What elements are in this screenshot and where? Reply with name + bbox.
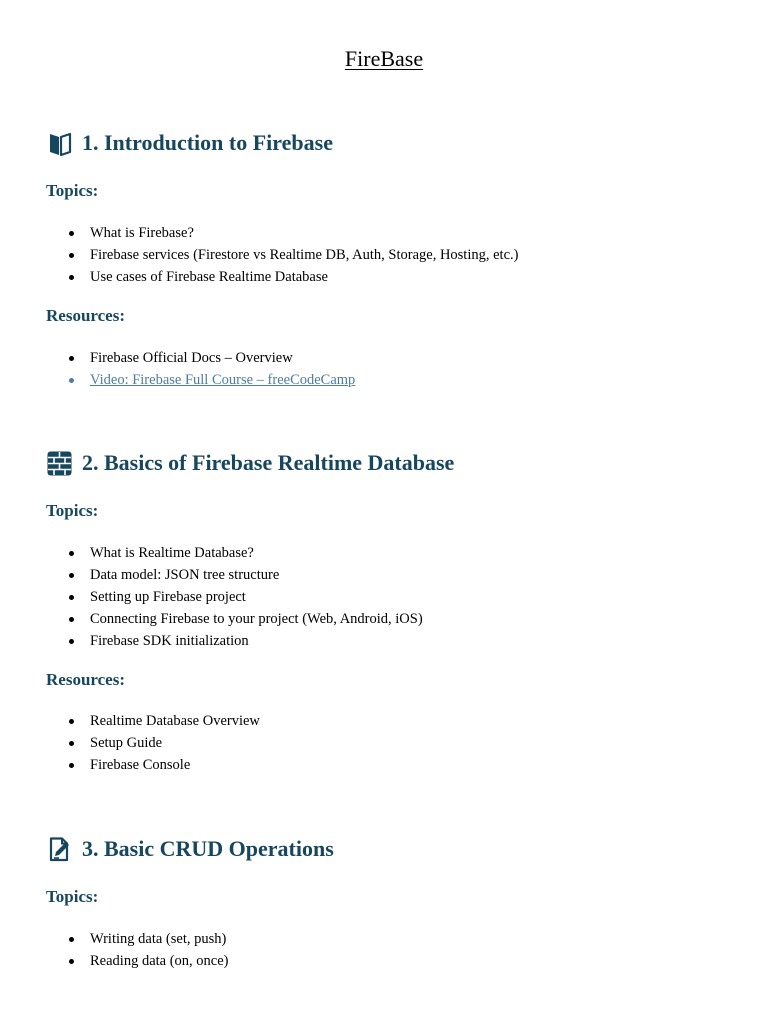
list-item: Firebase SDK initialization [90, 630, 423, 652]
list-item: Firebase services (Firestore vs Realtime DB, Auth, Storage, Hosting, etc.) [90, 244, 518, 266]
resources-list [90, 710, 260, 776]
section-title: 3. Basic CRUD Operations [82, 836, 334, 861]
brick-wall-icon [47, 451, 72, 476]
list-item: Setup Guide [90, 732, 260, 754]
topics-list [90, 222, 518, 288]
video-course-link[interactable]: Video: Firebase Full Course – freeCodeCamp [90, 372, 356, 388]
section-heading-crud [47, 834, 334, 864]
resources-list [90, 347, 355, 391]
list-item: Use cases of Firebase Realtime Database [90, 266, 518, 288]
section-heading-introduction [47, 128, 333, 158]
section-title: 1. Introduction to Firebase [82, 130, 333, 155]
list-item: Realtime Database Overview [90, 710, 260, 732]
list-item: Reading data (on, once) [90, 950, 229, 972]
topics-heading: Topics: [46, 181, 99, 200]
topics-heading: Topics: [46, 501, 99, 520]
section-title: 2. Basics of Firebase Realtime Database [82, 450, 455, 475]
list-item: What is Firebase? [90, 222, 518, 244]
list-item: Firebase Console [90, 754, 260, 776]
document-title: FireBase [344, 46, 424, 71]
list-item: Writing data (set, push) [90, 928, 229, 950]
topics-list [90, 928, 229, 972]
list-item: Data model: JSON tree structure [90, 564, 423, 586]
list-item: What is Realtime Database? [90, 542, 423, 564]
section-heading-basics [47, 448, 454, 478]
open-book-icon [47, 131, 72, 156]
topics-heading: Topics: [46, 887, 99, 906]
edit-document-icon [47, 837, 72, 862]
resource-link-item [90, 369, 355, 391]
list-item: Setting up Firebase project [90, 586, 423, 608]
list-item: Connecting Firebase to your project (Web, Android, iOS) [90, 608, 423, 630]
topics-list [90, 542, 423, 652]
resources-heading: Resources: [46, 670, 125, 689]
resources-heading: Resources: [46, 306, 125, 325]
list-item: Firebase Official Docs – Overview [90, 347, 355, 369]
